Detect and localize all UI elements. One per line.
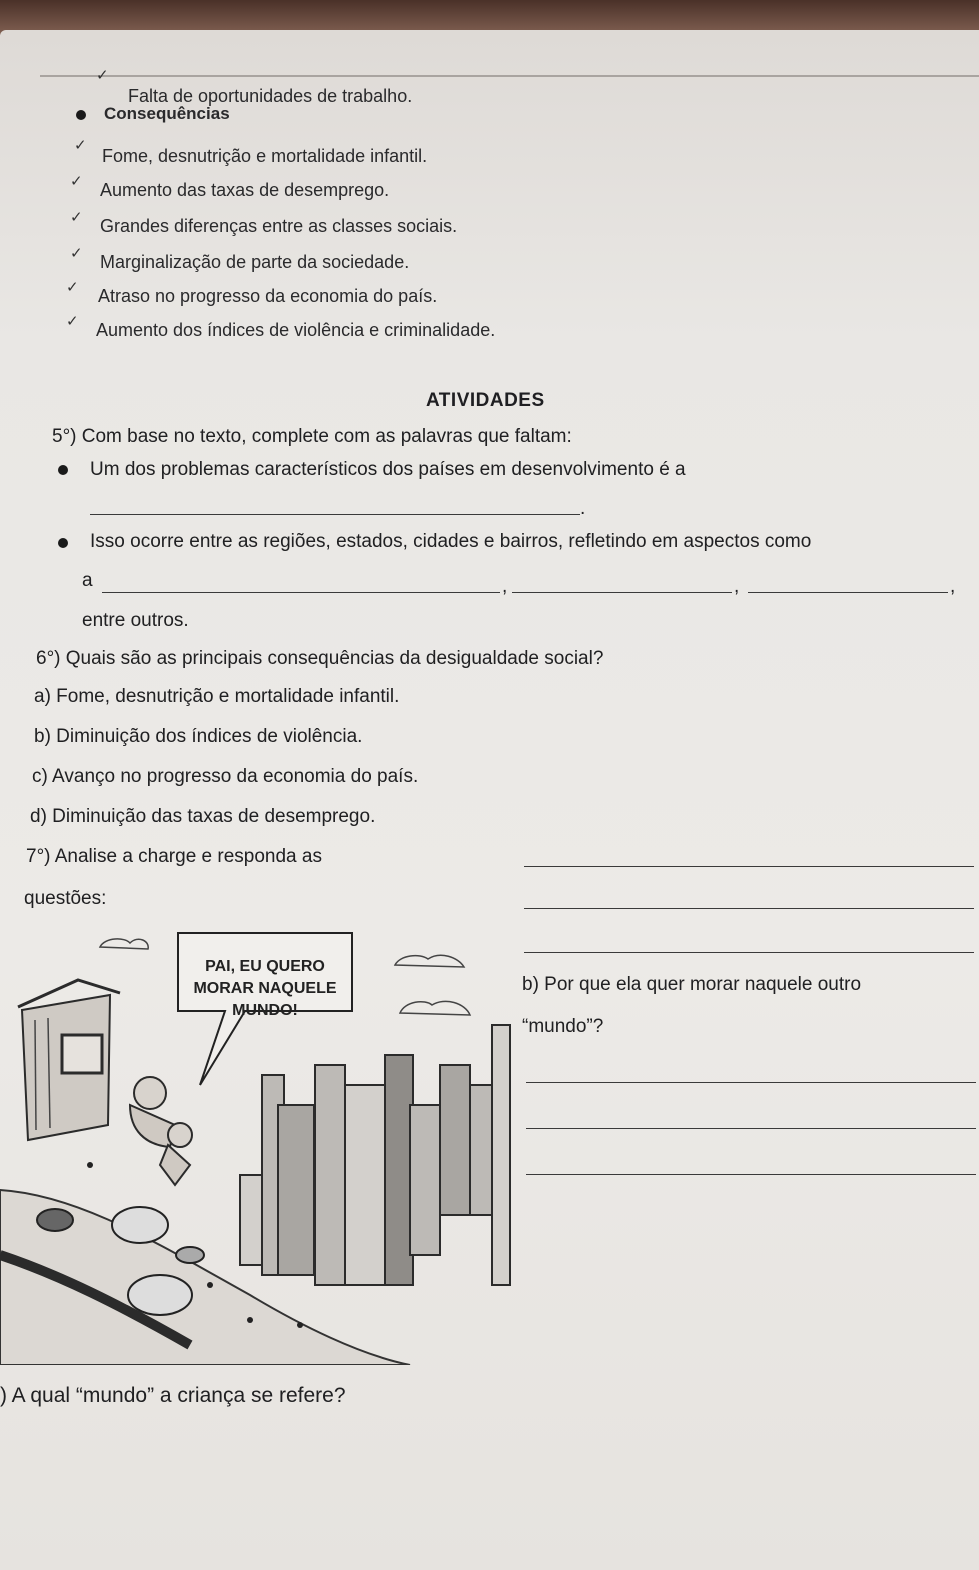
q5-bullet2: Isso ocorre entre as regiões, estados, cidades e bairros, refletindo em aspectos como xyxy=(90,531,812,552)
list-item: Marginalização de parte da sociedade. xyxy=(100,252,410,272)
q6-option-c: c) Avanço no progresso da economia do país. xyxy=(32,766,419,787)
answer-line xyxy=(526,1174,976,1175)
q5-prompt: 5°) Com base no texto, complete com as palavras que faltam: xyxy=(52,426,572,447)
answer-line xyxy=(524,908,974,909)
answer-line xyxy=(90,514,580,515)
q5-a-label: a xyxy=(82,570,93,591)
bullet-icon xyxy=(58,465,68,475)
speech-line-2: MORAR NAQUELE xyxy=(193,980,337,997)
q6-option-b: b) Diminuição dos índices de violência. xyxy=(34,726,363,747)
bullet-icon xyxy=(76,110,86,120)
q5-bullet1: Um dos problemas característicos dos países em desenvolvimento é a xyxy=(90,459,686,480)
list-item: Atraso no progresso da economia do país. xyxy=(98,286,438,306)
cloud-icon xyxy=(395,955,464,967)
q6-option-a: a) Fome, desnutrição e mortalidade infantil. xyxy=(34,686,400,707)
check-icon: ✓ xyxy=(66,313,79,330)
answer-line xyxy=(102,592,500,593)
bullet-icon xyxy=(58,538,68,548)
q7-prompt-line2: questões: xyxy=(24,888,107,909)
shack-icon xyxy=(18,980,120,1140)
answer-line xyxy=(512,592,732,593)
q6-option-d: d) Diminuição das taxas de desemprego. xyxy=(30,806,376,827)
cloud-icon xyxy=(400,1001,470,1015)
sheet-edge xyxy=(40,75,979,83)
q7-b-line1: b) Por que ela quer morar naquele outro xyxy=(522,974,862,995)
cartoon-illustration xyxy=(0,925,520,1365)
consequences-heading: Consequências xyxy=(104,104,230,123)
q7-a: ) A qual “mundo” a criança se refere? xyxy=(0,1384,346,1407)
q5-ending: entre outros. xyxy=(82,610,189,631)
check-icon: ✓ xyxy=(96,67,109,84)
answer-line xyxy=(524,866,974,867)
check-icon: ✓ xyxy=(70,209,83,226)
answer-line xyxy=(526,1082,976,1083)
list-item: Aumento das taxas de desemprego. xyxy=(100,180,390,200)
q7-b-line2: “mundo”? xyxy=(522,1016,604,1037)
q6-prompt: 6°) Quais são as principais consequências da desigualdade social? xyxy=(36,648,604,669)
activities-title: ATIVIDADES xyxy=(426,390,545,411)
check-icon: ✓ xyxy=(70,173,83,190)
answer-line xyxy=(524,952,974,953)
check-icon: ✓ xyxy=(70,245,83,262)
people-icon xyxy=(130,1077,192,1185)
cloud-icon xyxy=(100,939,148,949)
list-item: Aumento dos índices de violência e criminalidade. xyxy=(96,320,496,340)
list-item: Fome, desnutrição e mortalidade infantil. xyxy=(102,146,428,166)
check-icon: ✓ xyxy=(74,137,87,154)
list-item-prev: Falta de oportunidades de trabalho. xyxy=(128,86,413,106)
city-skyline-icon xyxy=(240,1025,510,1285)
answer-line xyxy=(748,592,948,593)
check-icon: ✓ xyxy=(66,279,79,296)
q7-prompt-line1: 7°) Analise a charge e responda as xyxy=(26,846,322,867)
speech-line-3: MUNDO! xyxy=(232,1002,298,1019)
speech-line-1: PAI, EU QUERO xyxy=(205,958,325,975)
list-item: Grandes diferenças entre as classes sociais. xyxy=(100,216,458,236)
answer-line xyxy=(526,1128,976,1129)
